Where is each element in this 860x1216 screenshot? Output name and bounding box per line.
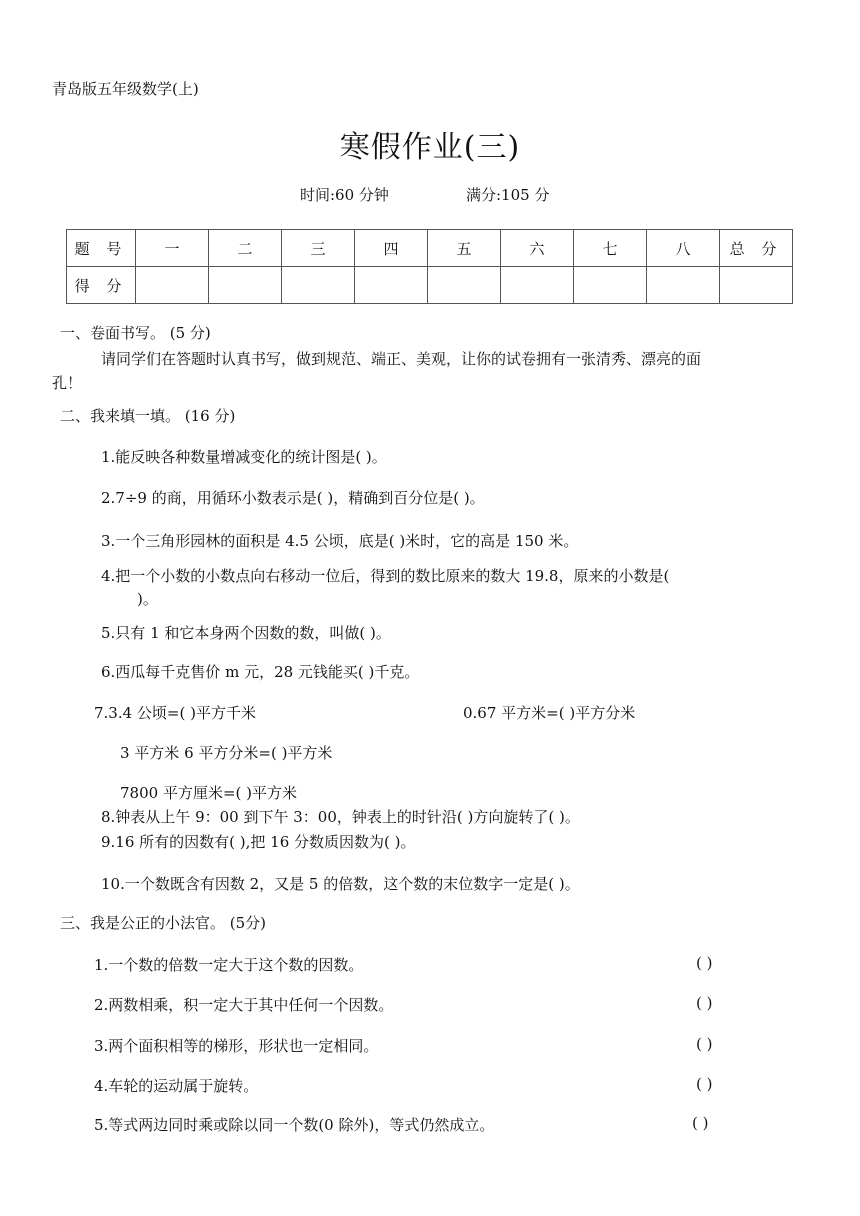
book-label: 青岛版五年级数学(上) [52,80,199,98]
judgement-item-5: 5.等式两边同时乘或除以同一个数(0 除外)，等式仍然成立。 [94,1116,495,1134]
question-10: 10.一个数既含有因数 2，又是 5 的倍数，这个数的末位数字一定是( )。 [101,875,580,893]
total-label: 总 分 [720,230,793,267]
answer-paren-1: ( ) [696,954,713,972]
score-label: 得 分 [67,267,136,304]
judgement-item-4: 4.车轮的运动属于旋转。 [94,1077,259,1095]
score-cell [209,267,282,304]
question-7c: 3 平方米 6 平方分米=( )平方米 [120,744,333,762]
section2-heading: 二、我来填一填。 (16 分) [60,407,236,425]
page-title: 寒假作业(三) [339,130,521,165]
score-cell [501,267,574,304]
question-1: 1.能反映各种数量增减变化的统计图是( )。 [101,448,387,466]
question-number-label: 题 号 [67,230,136,267]
score-cell [720,267,793,304]
judgement-item-2: 2.两数相乘，积一定大于其中任何一个因数。 [94,996,394,1014]
question-7a: 7.3.4 公顷=( )平方千米 [94,704,256,722]
section1-text-line1: 请同学们在答题时认真书写，做到规范、端正、美观，让你的试卷拥有一张清秀、漂亮的面 [101,350,702,368]
section3-heading: 三、我是公正的小法官。 (5分) [60,914,267,932]
question-8: 8.钟表从上午 9：00 到下午 3：00，钟表上的时针沿( )方向旋转了( )。 [101,808,580,826]
question-4-line1: 4.把一个小数的小数点向右移动一位后，得到的数比原来的数大 19.8，原来的小数是( [101,567,670,585]
question-7b: 0.67 平方米=( )平方分米 [463,704,636,722]
score-cell [355,267,428,304]
score-cell [428,267,501,304]
column-8: 八 [647,230,720,267]
column-3: 三 [282,230,355,267]
full-score: 满分:105 分 [466,186,550,204]
column-2: 二 [209,230,282,267]
time-limit: 时间:60 分钟 [300,186,389,204]
column-4: 四 [355,230,428,267]
score-cell [574,267,647,304]
section1-heading: 一、卷面书写。 (5 分) [60,324,211,342]
score-cell [647,267,720,304]
answer-paren-4: ( ) [696,1075,713,1093]
score-table [66,229,793,304]
question-6: 6.西瓜每千克售价 m 元，28 元钱能买( )千克。 [101,663,420,681]
answer-paren-5: ( ) [692,1114,709,1132]
question-4-line2: )。 [137,590,158,608]
section1-text-line2: 孔！ [52,374,83,392]
score-cell [136,267,209,304]
judgement-item-3: 3.两个面积相等的梯形，形状也一定相同。 [94,1037,379,1055]
column-1: 一 [136,230,209,267]
question-5: 5.只有 1 和它本身两个因数的数，叫做( )。 [101,624,391,642]
score-table-header-row [67,230,793,267]
column-6: 六 [501,230,574,267]
judgement-item-1: 1.一个数的倍数一定大于这个数的因数。 [94,956,364,974]
column-7: 七 [574,230,647,267]
score-table-score-row [67,267,793,304]
column-5: 五 [428,230,501,267]
question-2: 2.7÷9 的商，用循环小数表示是( )，精确到百分位是( )。 [101,489,485,507]
answer-paren-3: ( ) [696,1035,713,1053]
score-cell [282,267,355,304]
question-7d: 7800 平方厘米=( )平方米 [120,784,297,802]
question-9: 9.16 所有的因数有( ),把 16 分数质因数为( )。 [101,833,416,851]
answer-paren-2: ( ) [696,994,713,1012]
question-3: 3.一个三角形园林的面积是 4.5 公顷，底是( )米时，它的高是 150 米。 [101,532,579,550]
